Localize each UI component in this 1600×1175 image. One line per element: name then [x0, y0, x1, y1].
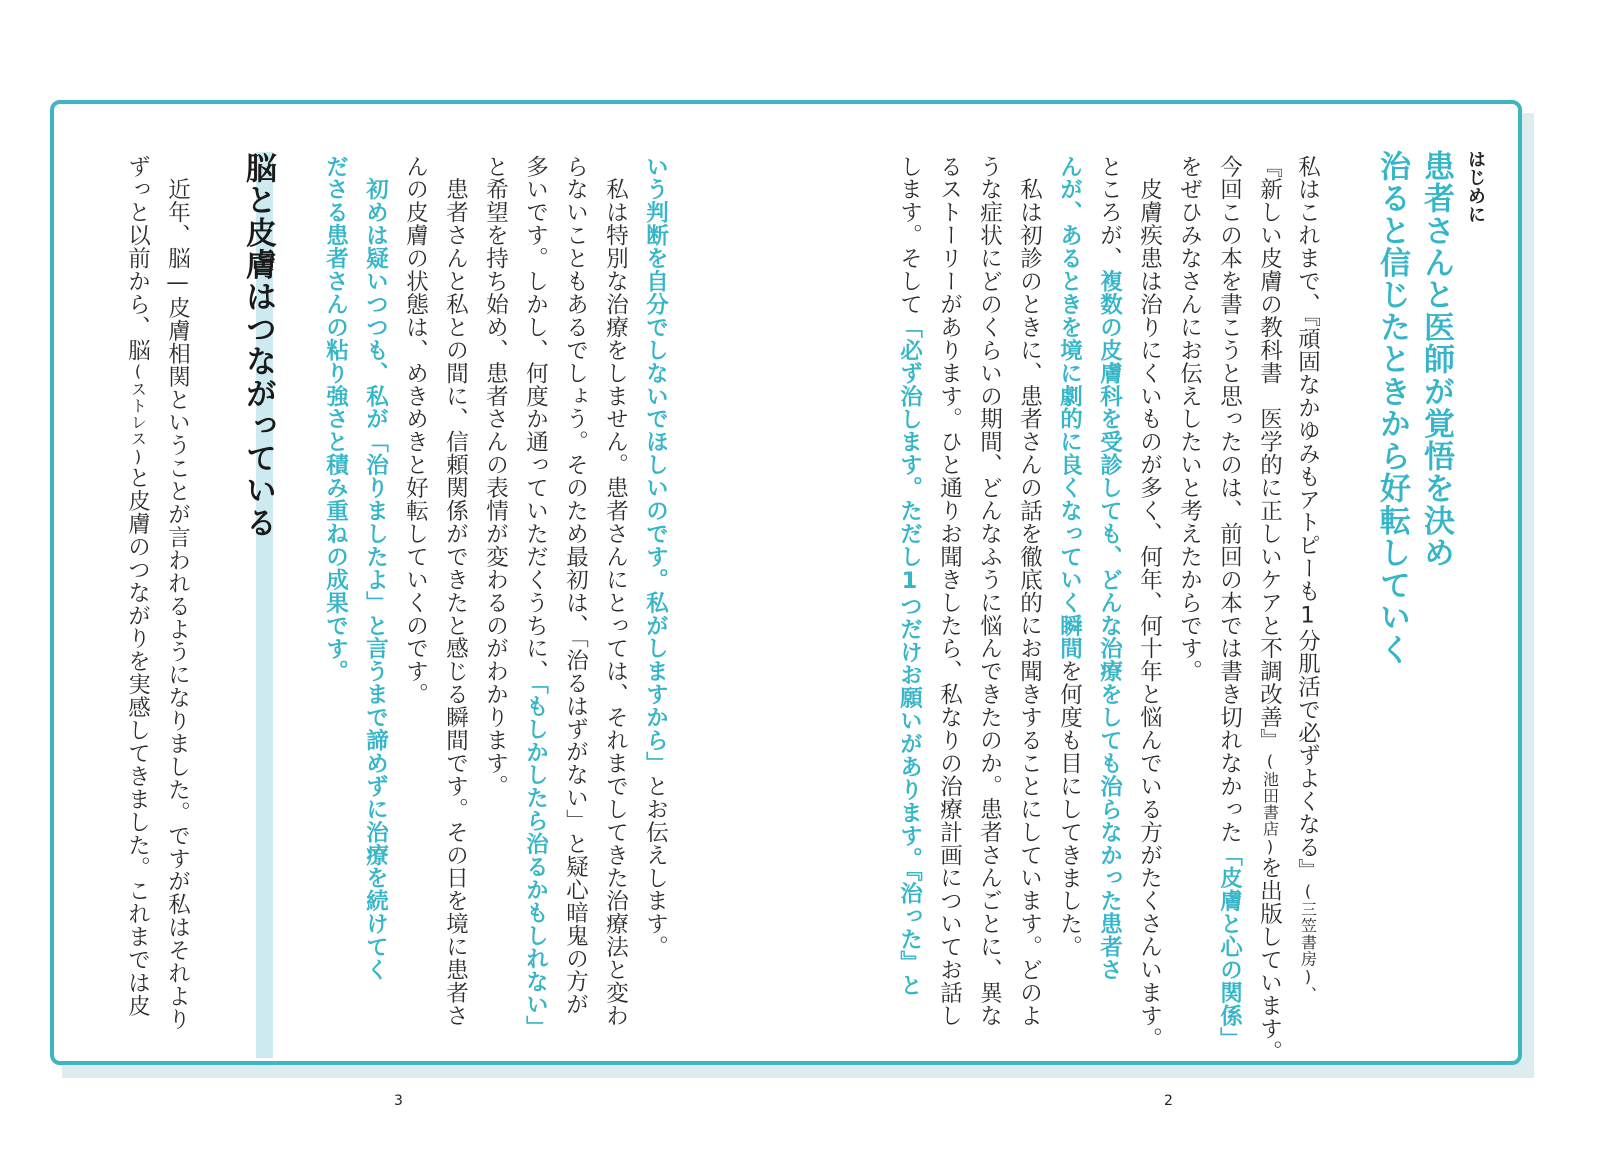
body-col-8: 私は初診のときに、患者さんの話を徹底的にお聞きすることにしています。どのよ [1016, 155, 1043, 1028]
page-number-left: 3 [394, 1093, 403, 1109]
body-col-18: んの皮膚の状態は、めきめきと好転していくのです。 [402, 155, 429, 706]
body-col-17: 患者さんと私との間に、信頼関係ができたと感じる瞬間です。その日を境に患者さ [442, 155, 469, 1028]
body-col-7: んが、あるときを境に劇的に良くなっていく瞬間を何度も目にしてきました。 [1056, 155, 1083, 959]
body-col-1: 私はこれまで、『頑固なかゆみもアトピーも1分肌活で必ずよくなる』(三笠書房)、 [1294, 155, 1321, 1003]
body-col-16: と希望を持ち始め、患者さんの表情が変わるのがわかります。 [482, 155, 509, 798]
body-col-19: 初めは疑いつつも、私が「治りましたよ」と言うまで諦めずに治療を続けてく [362, 155, 389, 982]
body-col-20: ださる患者さんの粘り強さと積み重ねの成果です。 [322, 155, 349, 683]
chapter-label: はじめに [1465, 150, 1486, 224]
body-col-9: うな症状にどのくらいの期間、どんなふうに悩んできたのか。患者さんごとに、異な [976, 155, 1003, 1028]
body-col-15: 多いです。しかし、何度か通っていただくうちに、「もしかしたら治るかもしれない」 [522, 155, 549, 1039]
title-line-2: 治ると信じたときから好転していく [1374, 150, 1410, 666]
body-col-10: るストーリーがあります。ひと通りお聞きしたら、私なりの治療計画についてお話し [936, 155, 963, 1028]
body-col-13: 私は特別な治療をしません。患者さんにとっては、それまでしてきた治療法と変わ [602, 155, 629, 1028]
body-col-22: ずっと以前から、脳(ストレス)と皮膚のつながりを実感してきました。これまでは皮 [124, 155, 151, 1018]
body-col-3: 今回この本を書こうと思ったのは、前回の本では書き切れなかった「皮膚と心の関係」 [1216, 155, 1243, 1051]
body-col-4: をぜひみなさんにお伝えしたいと考えたからです。 [1176, 155, 1203, 683]
section-heading: 脳と皮膚はつながっている [242, 152, 273, 1058]
page-number-right: 2 [1164, 1093, 1173, 1109]
body-col-2: 『新しい皮膚の教科書 医学的に正しいケアと不調改善』(池田書店)を出版しています。 [1256, 155, 1283, 1063]
body-col-14: らないこともあるでしょう。そのため最初は、「治るはずがない」と疑心暗鬼の方が [562, 155, 589, 1016]
body-col-5: 皮膚疾患は治りにくいものが多く、何年、何十年と悩んでいる方がたくさんいます。 [1136, 155, 1163, 1051]
body-col-12: いう判断を自分でしないでほしいのです。私がしますから」とお伝えします。 [642, 155, 669, 959]
title-line-1: 患者さんと医師が覚悟を決め [1418, 150, 1454, 570]
body-col-11: します。そして「必ず治します。ただし1つだけお願いがあります。『治った』と [896, 155, 923, 997]
body-col-21: 近年、脳—皮膚相関ということが言われるようになりました。ですが私はそれより [164, 155, 191, 1031]
body-col-6: ところが、複数の皮膚科を受診しても、どんな治療をしても治らなかった患者さ [1096, 155, 1123, 982]
